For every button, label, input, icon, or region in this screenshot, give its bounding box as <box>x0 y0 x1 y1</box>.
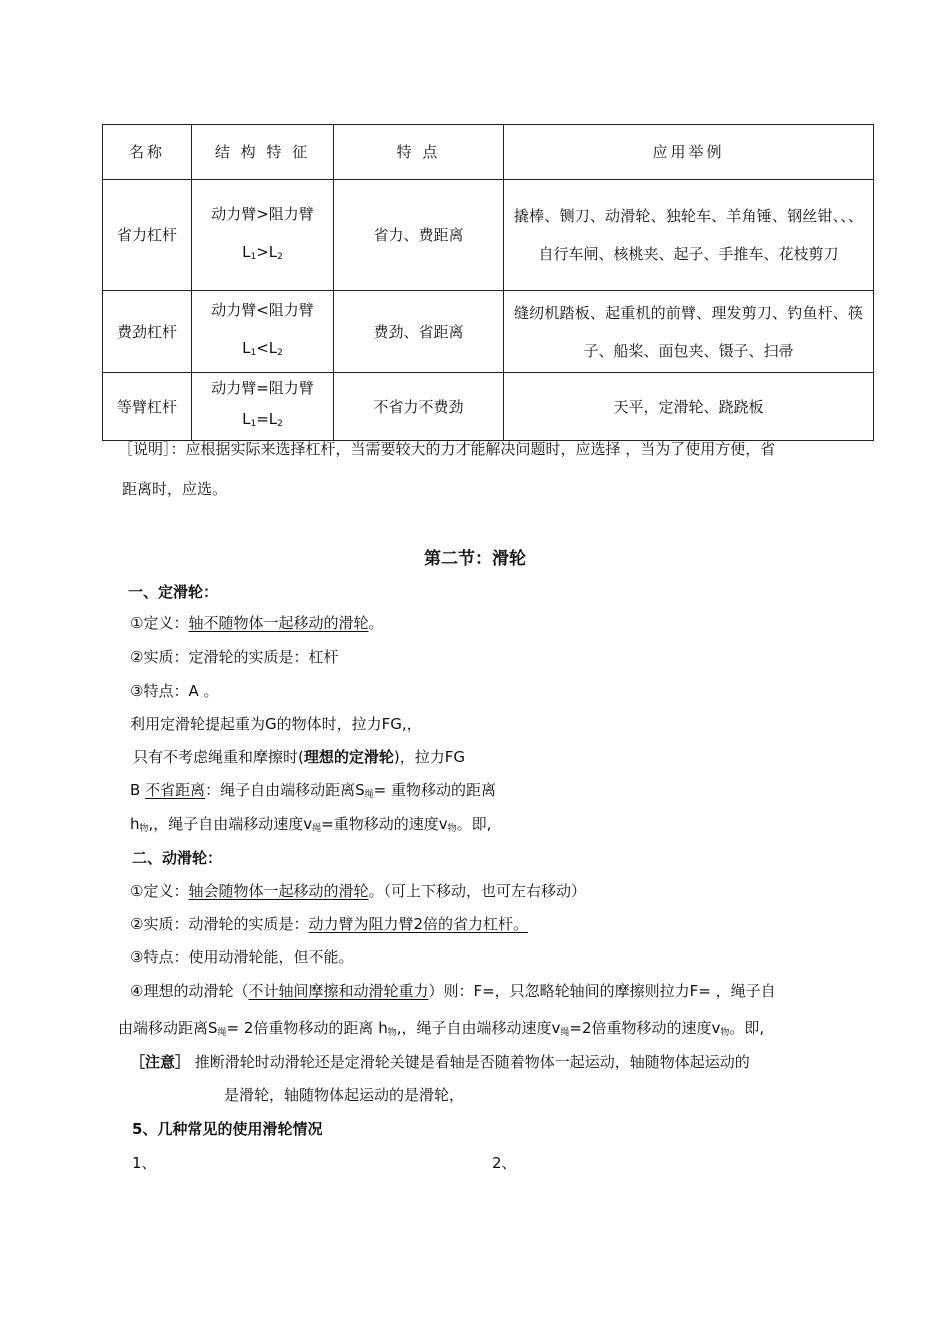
header-examples: 应用举例 <box>504 125 874 180</box>
fixed-essence: ②实质：定滑轮的实质是：杠杆 <box>130 648 339 666</box>
row-name: 省力杠杆 <box>103 180 192 291</box>
header-structure: 结 构 特 征 <box>192 125 334 180</box>
fixed-pulley-heading: 一、定滑轮： <box>128 583 219 601</box>
structure-relation: $L_1>L_2$ <box>242 242 283 262</box>
case-item-2: 2、 <box>492 1154 517 1172</box>
row-structure <box>192 180 334 291</box>
fixed-speed: $h_物$,，绳子自由端移动速度$v_绳=$重物移动的速度$v_物$。即, <box>130 815 492 834</box>
attention-line-2: 是滑轮，轴随物体起运动的是滑轮， <box>224 1086 465 1104</box>
row-examples: 天平，定滑轮、跷跷板 <box>504 373 874 441</box>
structure-text: 动力臂=阻力臂 <box>211 379 314 397</box>
cases-heading: 5、几种常见的使用滑轮情况 <box>132 1120 323 1138</box>
fixed-point-b: B 不省距离：绳子自由端移动距离$S_绳=$ 重物移动的距离 <box>130 781 496 800</box>
moving-definition: ①定义：轴会随物体一起移动的滑轮。（可上下移动，也可左右移动） <box>130 882 586 900</box>
section-title: 第二节：滑轮 <box>424 549 526 569</box>
lever-table <box>102 124 874 441</box>
moving-trait: ③特点：使用动滑轮能，但不能。 <box>130 948 354 966</box>
row-examples: 撬棒、铡刀、动滑轮、独轮车、羊角锤、钢丝钳、、、自行车闸、核桃夹、起子、手推车、花枝剪刀 <box>504 180 874 291</box>
moving-distance: 由端移动距离$S_绳= 2$倍重物移动的距离 $h_物$,，绳子自由端移动速度$v_绳=2$倍重物移动的速度$v_物$。即, <box>118 1019 765 1038</box>
fixed-use-1: 利用定滑轮提起重为G的物体时，拉力FG,， <box>130 715 422 733</box>
row-name: 等臂杠杆 <box>103 373 192 441</box>
fixed-trait: ③特点：A 。 <box>130 682 219 700</box>
note-line-1: ［说明］：应根据实际来选择杠杆，当需要较大的力才能解决问题时，应选择 ，当为了使用方便，省 <box>118 440 776 458</box>
structure-text: 动力臂<阻力臂 <box>211 301 314 319</box>
row-structure <box>192 291 334 373</box>
row-structure <box>192 373 334 441</box>
row-feature: 不省力不费劲 <box>334 373 504 441</box>
row-feature: 费劲、省距离 <box>334 291 504 373</box>
row-name: 费劲杠杆 <box>103 291 192 373</box>
row-examples: 缝纫机踏板、起重机的前臂、理发剪刀、钓鱼杆、筷子、船桨、面包夹、镊子、扫帚 <box>504 291 874 373</box>
moving-pulley-heading: 二、动滑轮： <box>132 849 223 867</box>
structure-relation: $L_1=L_2$ <box>242 410 283 429</box>
note-line-2: 距离时，应选。 <box>122 480 228 498</box>
fixed-use-2: 只有不考虑绳重和摩擦时(理想的定滑轮)，拉力FG <box>133 748 465 766</box>
moving-ideal: ④理想的动滑轮（不计轴间摩擦和动滑轮重力）则：F=，只忽略轮轴间的摩擦则拉力F= ，绳子自 <box>130 982 776 1000</box>
table-row <box>103 180 874 291</box>
row-feature: 省力、费距离 <box>334 180 504 291</box>
fixed-definition: ①定义：轴不随物体一起移动的滑轮。 <box>130 614 384 632</box>
table-row <box>103 373 874 441</box>
moving-essence: ②实质：动滑轮的实质是：动力臂为阻力臂2倍的省力杠杆。 <box>130 915 528 933</box>
case-item-1: 1、 <box>132 1154 157 1172</box>
table-row <box>103 291 874 373</box>
header-feature: 特 点 <box>334 125 504 180</box>
structure-relation: $L_1<L_2$ <box>242 339 283 358</box>
table-header-row <box>103 125 874 180</box>
attention-line-1: ［注意］ 推断滑轮时动滑轮还是定滑轮关键是看轴是否随着物体一起运动，轴随物体起运动的 <box>130 1053 750 1071</box>
header-name: 名称 <box>103 125 192 180</box>
structure-text: 动力臂>阻力臂 <box>211 204 314 223</box>
